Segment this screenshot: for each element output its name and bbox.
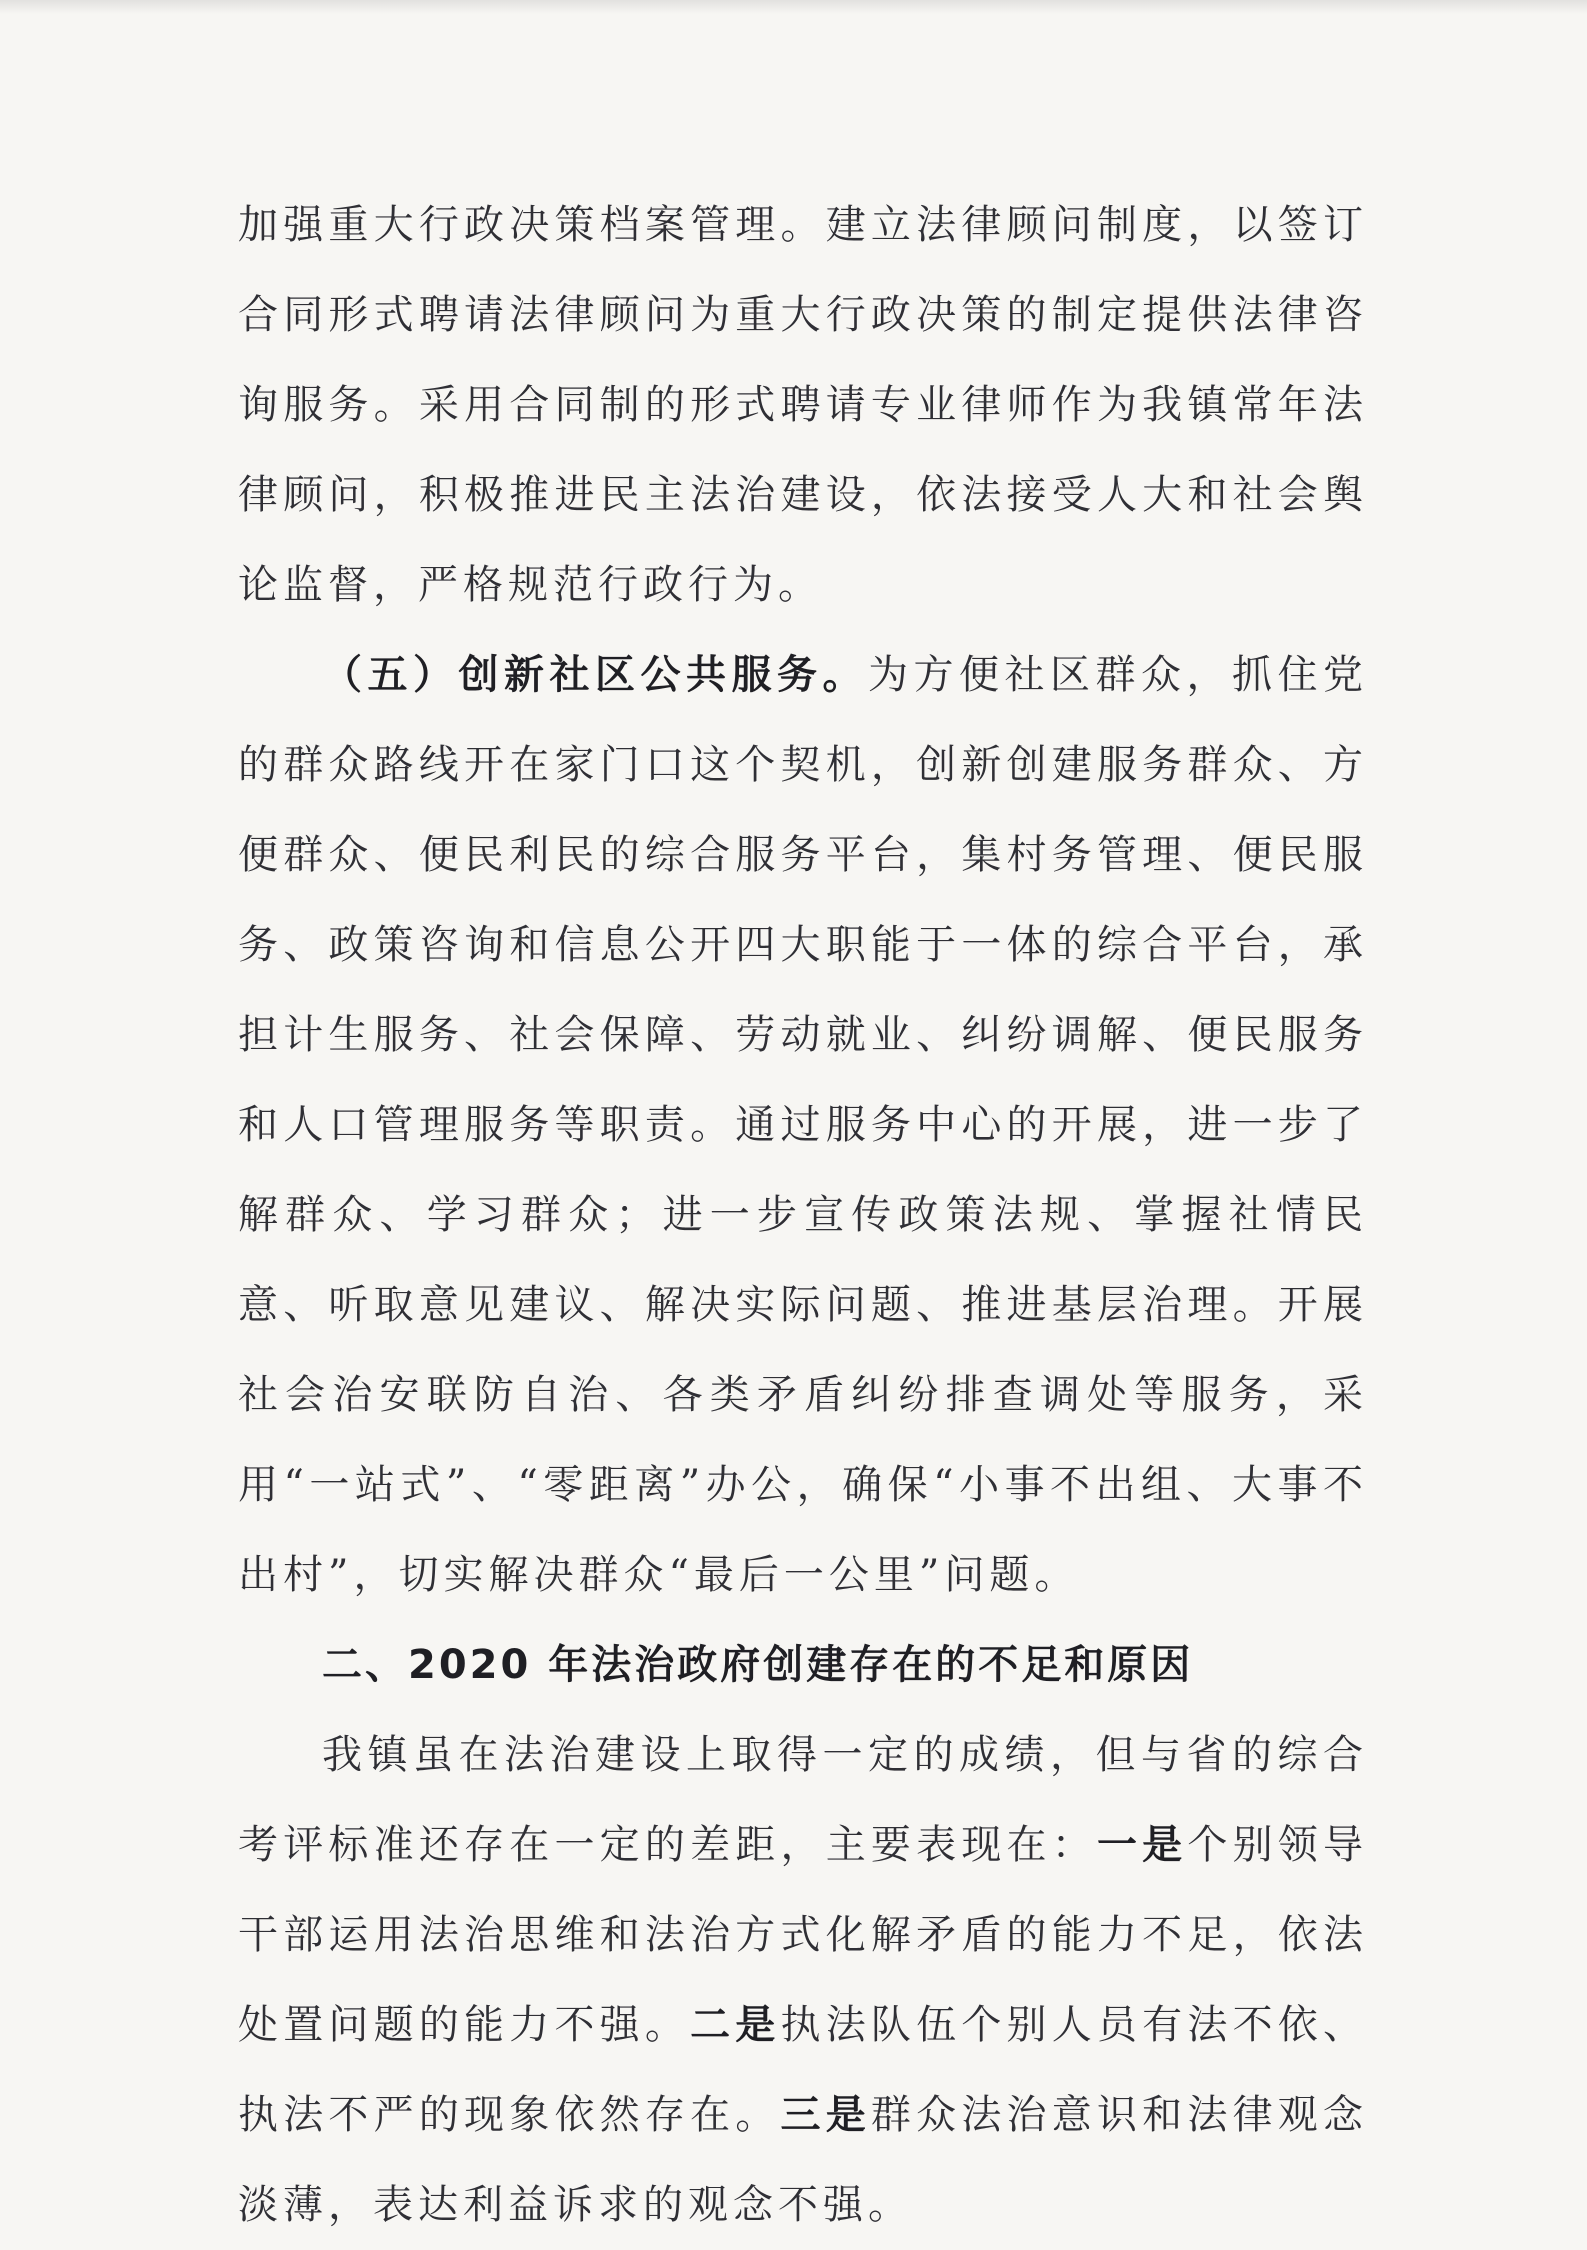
document-body: [238, 180, 1368, 2250]
item-label-3: 三是: [780, 2091, 871, 2138]
paragraph-text: 为方便社区群众，抓住党的群众路线开在家门口这个契机，创新创建服务群众、方便群众、便民利民的综合服务平台，集村务管理、便民服务、政策咨询和信息公开四大职能于一体的综合平台，承担计生服务、社会保障、劳动就业、纠纷调解、便民服务和人口管理服务等职责。通过服务中心的开展，进一步了解群众、学习群众；进一步宣传政策法规、掌握社情民意、听取意见建议、解决实际问题、推进基层治理。开展社会治安联防自治、各类矛盾纠纷排查调处等服务，采用“一站式”、“零距离”办公，确保“小事不出组、大事不出村”，切实解决群众“最后一公里”问题。: [238, 652, 1368, 1598]
scan-edge: [0, 0, 1587, 14]
paragraph-text: 加强重大行政决策档案管理。建立法律顾问制度，以签订合同形式聘请法律顾问为重大行政决策的制定提供法律咨询服务。采用合同制的形式聘请专业律师作为我镇常年法律顾问，积极推进民主法治建设，依法接受人大和社会舆论监督，严格规范行政行为。: [238, 202, 1368, 608]
paragraph-legal-advisor: [238, 180, 1368, 630]
item-text-1: 个别领导干部运用法治思维和法治方式化解矛盾的能力不足，依法处置问题的能力不强。: [238, 1822, 1369, 2048]
item-text-3: 群众法治意识和法律观念淡薄，表达利益诉求的观念不强。: [238, 2092, 1369, 2228]
paragraph-shortcomings: [238, 1710, 1368, 2250]
subsection-heading: （五）创新社区公共服务。: [322, 651, 868, 698]
section-heading: 二、2020 年法治政府创建存在的不足和原因: [322, 1642, 1194, 1688]
item-label-2: 二是: [690, 2001, 781, 2048]
paragraph-community-service: [238, 630, 1368, 1620]
paragraph-intro: 我镇虽在法治建设上取得一定的成绩，但与省的综合考评标准还存在一定的差距，主要表现在：: [238, 1732, 1368, 1868]
item-text-2: 执法队伍个别人员有法不依、执法不严的现象依然存在。: [238, 2002, 1369, 2138]
item-label-1: 一是: [1096, 1821, 1188, 1868]
